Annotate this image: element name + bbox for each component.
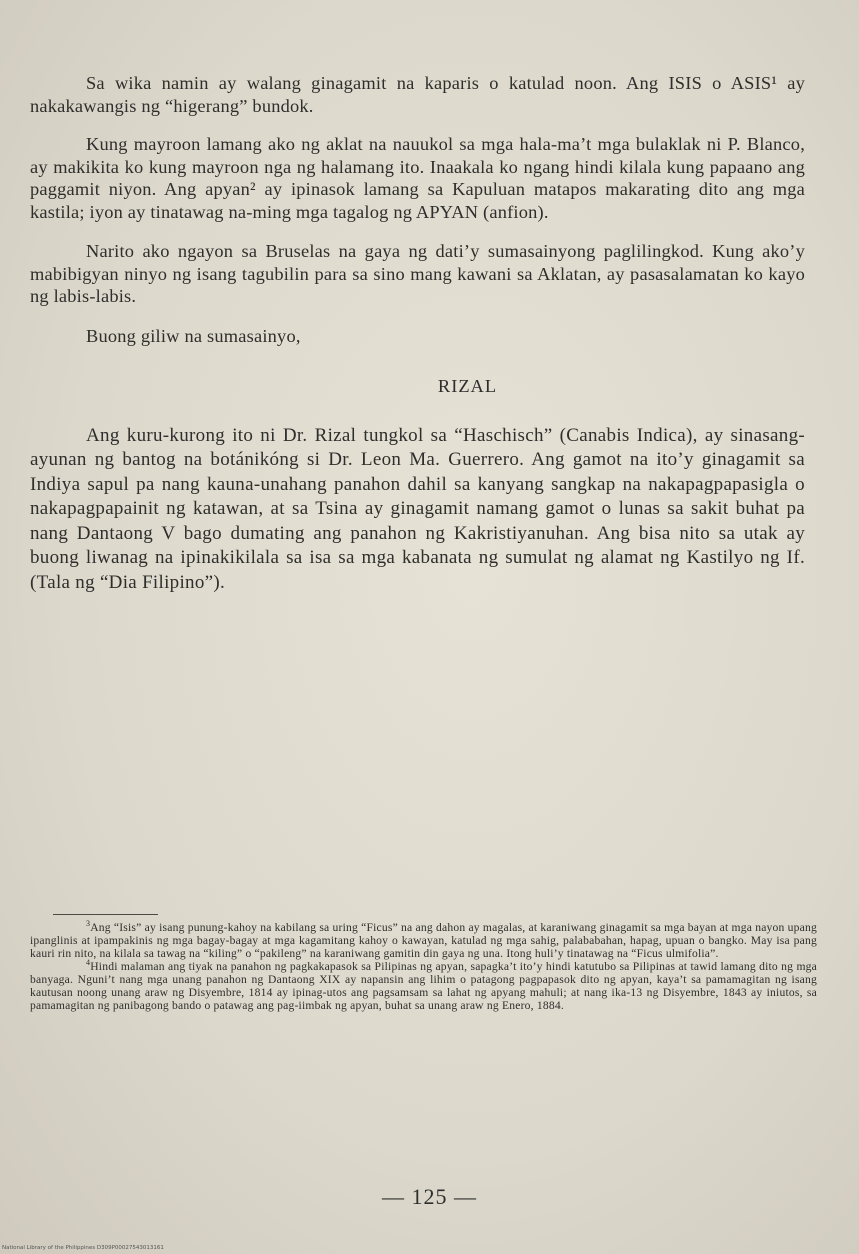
editor-note: Ang kuru-kurong ito ni Dr. Rizal tungkol sa “Haschisch” (Canabis Indica), ay sinasang-ayunan ng bantog na botánikóng si Dr. Leon Ma. Guerrero. Ang gamot na ito’y ginagamit sa Indiya sapul pa nang kauna-unahang panahon dahil sa kanyang sangkap na nakapagpapasigla o nakapagpapainit ng katawan, at sa Tsina ay ginagamit namang gamot o lunas sa sakit buhat pa nang Dantaong V bago dumating ang panahon ng Kakristiyanuhan. Ang bisa nito sa utak ay buong liwanag na ipinakikilala sa isa sa mga kabanata ng sumulat ng alamat ng Kastilyo ng If. (Tala ng “Dia Filipino”). bbox=[30, 424, 805, 593]
archive-stamp: National Library of the Philippines D309P00027543013161 bbox=[2, 1245, 164, 1251]
letter-paragraph-1: Sa wika namin ay walang ginagamit na kaparis o katulad noon. Ang ISIS o ASIS¹ ay nakakawangis ng “higerang” bundok. bbox=[30, 73, 805, 116]
letter-paragraph-2: Kung mayroon lamang ako ng aklat na nauukol sa mga hala-ma’t mga bulaklak ni P. Blanco, ay makikita ko kung mayroon nga ng halamang ito. Inaakala ko ngang hindi kilala kung papaano ang paggamit niyon. Ang apyan² ay ipinasok lamang sa Kapuluan matapos makarating dito ang mga kastila; iyon ay tinatawag na-ming mga tagalog ng APYAN (anfion). bbox=[30, 134, 805, 222]
footnote-text: Ang “Isis” ay isang punung-kahoy na kabilang sa uring “Ficus” na ang dahon ay magalas, at karaniwang ginagamit sa mga bayan at mga nayon upang ipanglinis at ipampakinis ng mga bagay-bagay at mga kagamitang kahoy o kawayan, katulad ng mga sahig, palababahan, hapag, upuan o bangko. May isa pang kauri rin nito, na kilala sa tawag na “kiling” o “pakileng” na karaniwang gamitin din gaya ng una. Itong huli’y tinatawag na “Ficus ulmifolia”. bbox=[30, 921, 817, 960]
letter-paragraph-3: Narito ako ngayon sa Bruselas na gaya ng dati’y sumasainyong paglilingkod. Kung ako’y mabibigyan ninyo ng isang tagubilin para sa sino mang kawani sa Aklatan, ay pasasalamatan ko kayo ng labis-labis. bbox=[30, 241, 805, 306]
footnote-text: Hindi malaman ang tiyak na panahon ng pagkakapasok sa Pilipinas ng apyan, sapagka’t ito’y hindi katutubo sa Pilipinas at tawid lamang dito ng mga banyaga. Nguni’t nang mga unang panahon ng Dantaong XIX ay napansin ang lihim o patagong pagpapasok dito ng apyan, kaya’t sa pamamagitan ng isang kautusan noong unang araw ng Disyembre, 1814 ay ipinag-utos ang pagsamsam sa lahat ng apyang mahuli; at nang ika-13 ng Disyembre, 1843 ay iniutos, sa pamamagitan ng panibagong bando o patawag ang pag-iimbak ng apyan, buhat sa unang araw ng Enero, 1884. bbox=[30, 960, 817, 1012]
page-number: — 125 — bbox=[382, 1184, 477, 1209]
letter-closing: Buong giliw na sumasainyo, bbox=[86, 325, 301, 346]
footnote-mark: 3 bbox=[86, 919, 91, 929]
footnote-divider bbox=[53, 914, 158, 915]
footnotes bbox=[30, 921, 817, 1012]
footnote-mark: 4 bbox=[86, 958, 91, 968]
letter-signature: RIZAL bbox=[437, 376, 498, 396]
footnote-4 bbox=[30, 960, 817, 1012]
letter-body bbox=[30, 72, 805, 595]
footnote-3 bbox=[30, 921, 817, 960]
